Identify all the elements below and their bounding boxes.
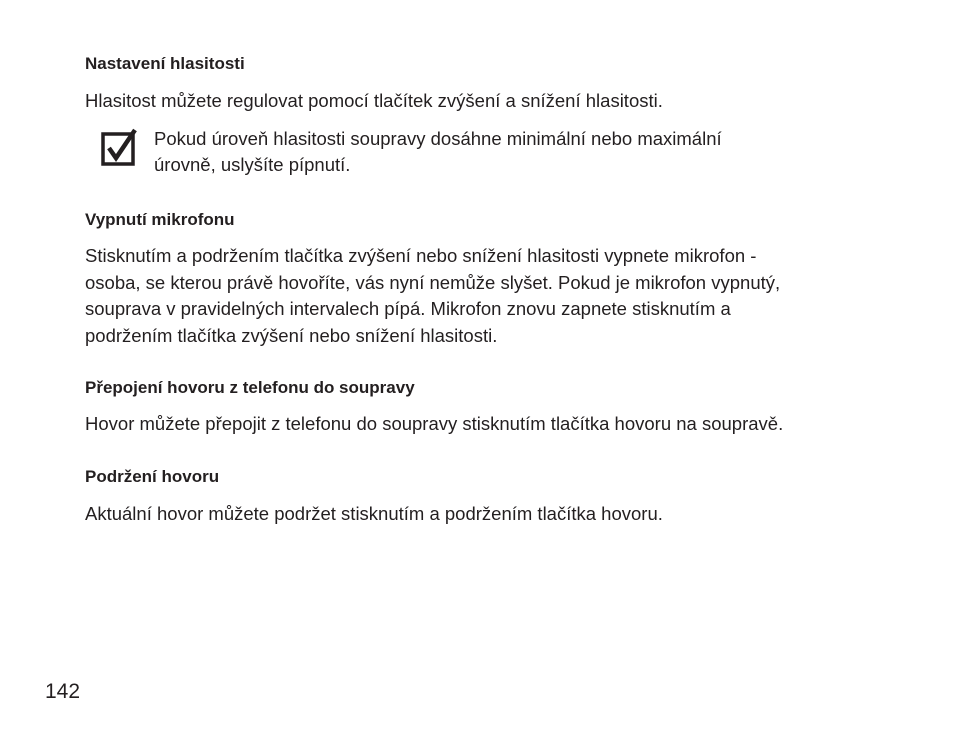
body-line: osoba, se kterou právě hovoříte, vás nyní nemůže slyšet. Pokud je mikrofon vypnutý,	[85, 271, 781, 293]
section-heading-hold: Podržení hovoru	[85, 467, 220, 486]
section-body-transfer	[85, 411, 783, 438]
section-body-mute	[85, 243, 780, 349]
body-line: Stisknutím a podržením tlačítka zvýšení nebo snížení hlasitosti vypnete mikrofon -	[85, 245, 757, 266]
note-line: Pokud úroveň hlasitosti soupravy dosáhne minimální nebo maximální	[154, 128, 722, 149]
page-number: 142	[45, 680, 81, 703]
body-line: souprava v pravidelných intervalech pípá. Mikrofon znovu zapnete stisknutím a	[85, 298, 731, 319]
section-heading-volume: Nastavení hlasitosti	[85, 54, 245, 73]
section-heading-mute: Vypnutí mikrofonu	[85, 210, 235, 229]
section-heading-transfer: Přepojení hovoru z telefonu do soupravy	[85, 378, 415, 397]
body-line: Hovor můžete přepojit z telefonu do soupravy stisknutím tlačítka hovoru na soupravě.	[85, 413, 784, 434]
body-line: Hlasitost můžete regulovat pomocí tlačítek zvýšení a snížení hlasitosti.	[85, 90, 663, 111]
body-line: podržením tlačítka zvýšení nebo snížení hlasitosti.	[85, 324, 498, 346]
note-line: úrovně, uslyšíte pípnutí.	[154, 154, 351, 175]
section-body-volume	[85, 88, 663, 115]
checkbox-note-icon	[101, 128, 139, 168]
note-text	[154, 126, 722, 178]
body-line: Aktuální hovor můžete podržet stisknutím a podržením tlačítka hovoru.	[85, 503, 663, 524]
section-body-hold	[85, 501, 663, 528]
